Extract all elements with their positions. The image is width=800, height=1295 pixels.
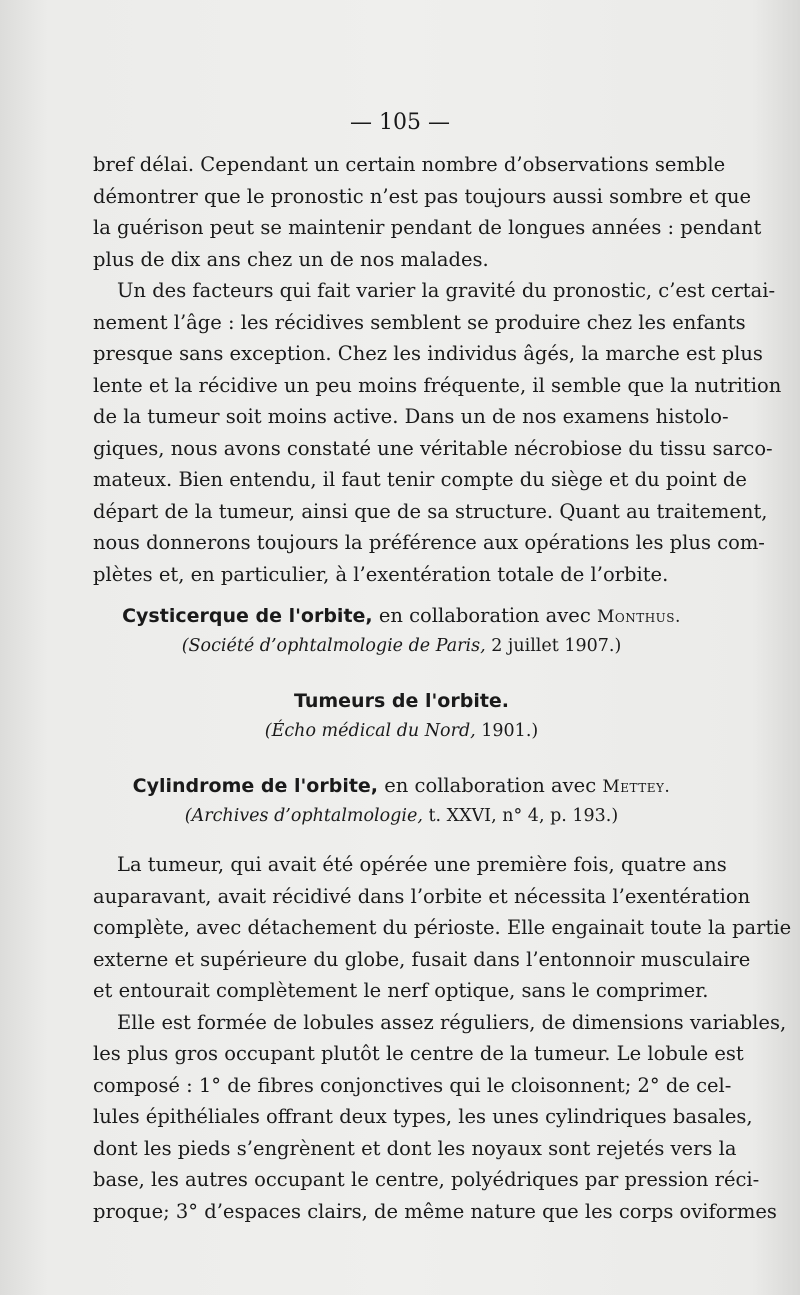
bibliography-entry — [93, 601, 710, 661]
text-line: giques, nous avons constaté une véritable nécrobiose du tissu sarco- — [93, 436, 773, 460]
entry-source-journal: (Archives d’ophtalmologie, — [184, 806, 423, 826]
text-line: externe et supérieure du globe, fusait dans l’entonnoir musculaire — [93, 947, 751, 971]
entry-collaboration: en collaboration avec — [372, 604, 597, 627]
text-line: base, les autres occupant le centre, polyédriques par pression réci- — [93, 1168, 760, 1191]
text-line: proque; 3° d’espaces clairs, de même nature que les corps oviformes — [93, 1199, 777, 1223]
text-line: presque sans exception. Chez les individus âgés, la marche est plus — [93, 342, 763, 365]
text-line: lules épithéliales offrant deux types, les unes cylindriques basales, — [93, 1105, 753, 1128]
entry-source-line — [93, 716, 710, 746]
paragraph-cylindroma — [93, 849, 792, 1227]
entry-source-date: t. XXVI, n° 4, p. 193.) — [422, 806, 619, 826]
entry-title-line — [93, 686, 710, 716]
entry-source-date: 1901.) — [475, 721, 539, 741]
text-line: et entourait complètement le nerf optique, sans le comprimer. — [93, 979, 709, 1002]
bibliography-entry — [93, 686, 710, 746]
text-line: nement l’âge : les récidives semblent se produire chez les enfants — [93, 310, 746, 334]
paragraph-prognosis — [93, 149, 782, 590]
bibliography-entry — [93, 771, 710, 831]
text-line: Elle est formée de lobules assez réguliers, de dimensions variables, — [117, 1010, 787, 1034]
entry-author: Mettey. — [602, 777, 671, 797]
entry-title-line — [93, 601, 710, 631]
entry-source-date: 2 juillet 1907.) — [485, 636, 622, 656]
text-line: les plus gros occupant plutôt le centre de la tumeur. Le lobule est — [93, 1042, 744, 1065]
page-number: — 105 — — [350, 110, 450, 135]
text-line: auparavant, avait récidivé dans l’orbite et nécessita l’exentération — [93, 884, 751, 908]
text-line: bref délai. Cependant un certain nombre d’observations semble — [93, 153, 726, 176]
text-line: complète, avec détachement du périoste. Elle engainait toute la partie — [93, 916, 792, 939]
text-line: composé : 1° de fibres conjonctives qui le cloisonnent; 2° de cel- — [93, 1073, 732, 1097]
text-line: Un des facteurs qui fait varier la gravité du pronostic, c’est certai- — [117, 279, 776, 302]
text-line: mateux. Bien entendu, il faut tenir compte du siège et du point de — [93, 468, 747, 491]
text-line: La tumeur, qui avait été opérée une première fois, quatre ans — [117, 853, 727, 876]
text-line: la guérison peut se maintenir pendant de longues années : pendant — [93, 216, 762, 239]
text-line: lente et la récidive un peu moins fréquente, il semble que la nutrition — [93, 373, 782, 397]
text-line: départ de la tumeur, ainsi que de sa structure. Quant au traitement, — [93, 499, 768, 523]
text-line: plus de dix ans chez un de nos malades. — [93, 247, 489, 271]
entry-source-line — [93, 631, 710, 661]
entry-author: Monthus. — [596, 607, 681, 627]
entry-title: Cylindrome de l'orbite, — [132, 775, 379, 797]
text-line: démontrer que le pronostic n’est pas toujours aussi sombre et que — [93, 184, 752, 208]
entry-title: Tumeurs de l'orbite. — [293, 690, 510, 712]
text-line: dont les pieds s’engrènent et dont les noyaux sont rejetés vers la — [93, 1136, 737, 1160]
entry-title: Cysticerque de l'orbite, — [122, 605, 373, 627]
text-line: nous donnerons toujours la préférence aux opérations les plus com- — [93, 531, 765, 554]
entry-source-journal: (Société d’ophtalmologie de Paris, — [181, 636, 486, 656]
entry-title-line — [93, 771, 710, 801]
entry-source-journal: (Écho médical du Nord, — [264, 721, 476, 741]
entry-collaboration: en collaboration avec — [378, 774, 603, 797]
text-line: plètes et, en particulier, à l’exentération totale de l’orbite. — [93, 562, 669, 586]
text-line: de la tumeur soit moins active. Dans un de nos examens histolo- — [93, 405, 729, 428]
entry-source-line — [93, 801, 710, 831]
